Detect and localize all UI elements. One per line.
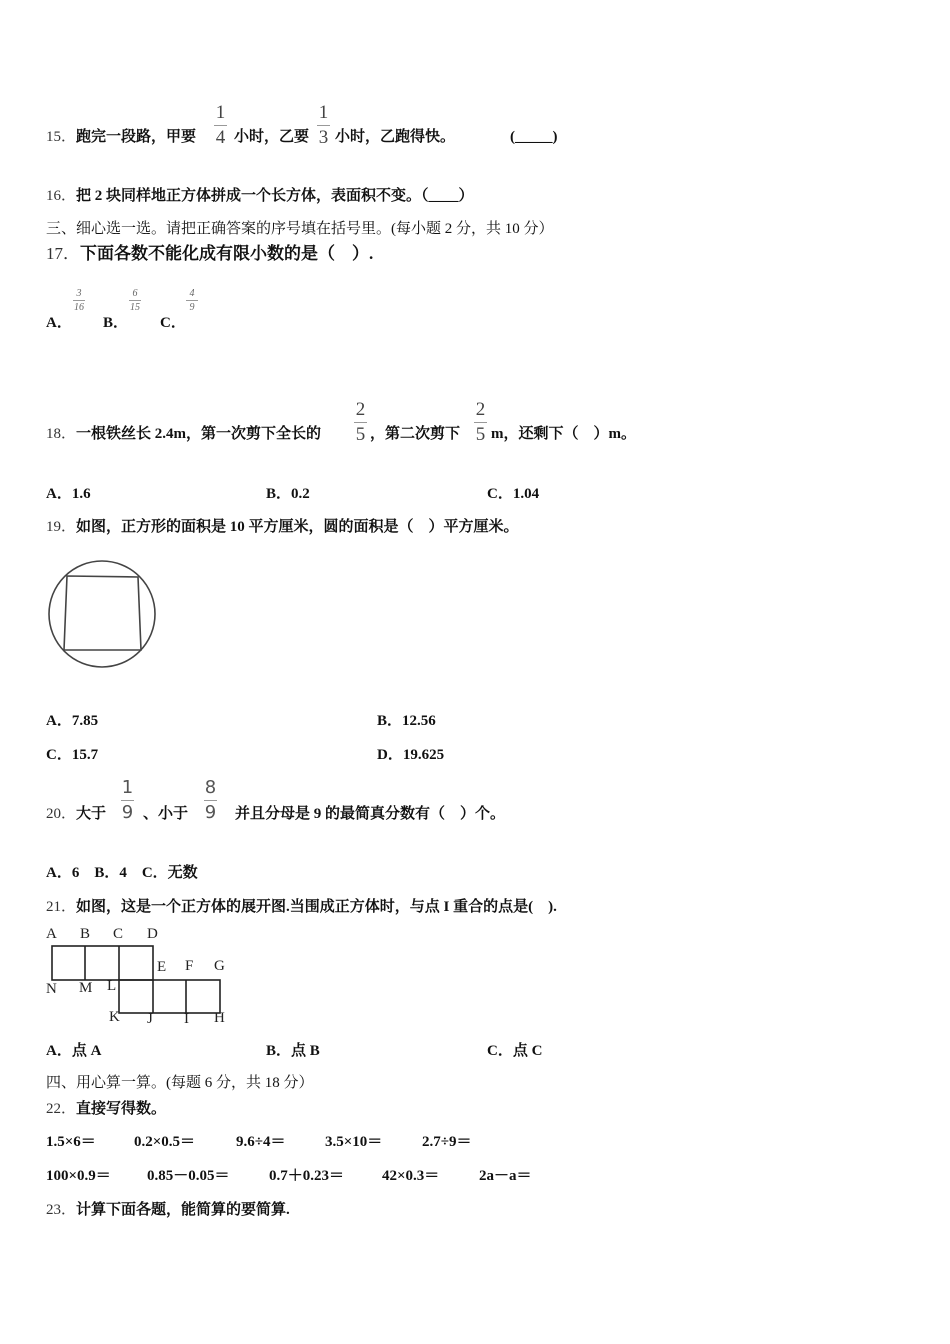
calc-item: 2.7÷9＝ (422, 1134, 472, 1150)
point-label: H (214, 1010, 225, 1026)
point-label: B (80, 926, 91, 942)
question-number: 20． (46, 806, 77, 822)
question-text: 直接写得数。 (76, 1101, 167, 1117)
point-label: M (79, 980, 93, 996)
denominator: 5 (355, 424, 366, 445)
denominator: 9 (204, 802, 217, 823)
question-22 (46, 1100, 166, 1118)
numerator: 8 (204, 777, 217, 798)
numerator: 4 (189, 288, 195, 299)
numerator: 2 (355, 399, 366, 420)
option-c[interactable]: C．点 C (487, 1043, 543, 1059)
point-label: E (157, 959, 167, 975)
circle-square-figure (45, 557, 160, 672)
fraction (73, 288, 85, 313)
fraction (186, 288, 198, 313)
question-23 (46, 1201, 290, 1219)
question-text: 小时，乙要 (234, 129, 310, 145)
point-label: F (185, 958, 194, 974)
section-4-heading: 四、用心算一算。(每题 6 分，共 18 分） (46, 1075, 314, 1091)
option-b[interactable]: B．0.2 (266, 486, 310, 502)
calc-item: 3.5×10＝ (325, 1134, 383, 1150)
calc-item: 1.5×6＝ (46, 1134, 96, 1150)
question-text: 跑完一段路，甲要 (76, 129, 197, 145)
question-number: 19． (46, 519, 77, 535)
fraction (129, 288, 141, 313)
denominator: 5 (475, 424, 486, 445)
question-18 (46, 425, 321, 443)
fraction (204, 778, 217, 823)
point-label: N (46, 981, 57, 997)
question-text: 把 2 块同样地正方体拼成一个长方体，表面积不变。（____） (76, 188, 474, 204)
option-d[interactable]: D．19.625 (377, 747, 445, 763)
fraction (121, 778, 134, 823)
fraction (474, 400, 487, 445)
options[interactable]: A．6 B．4 C．无数 (46, 865, 198, 881)
question-text: ，第二次剪下 (370, 426, 461, 442)
question-number: 23． (46, 1202, 77, 1218)
question-20 (46, 805, 106, 823)
point-label: G (214, 958, 225, 974)
question-text: m，还剩下（ ）m。 (491, 426, 636, 442)
option-c[interactable]: C． (160, 315, 186, 331)
calc-item: 42×0.3＝ (382, 1168, 440, 1184)
option-c[interactable]: C．1.04 (487, 486, 540, 502)
denominator: 9 (121, 802, 134, 823)
calc-item: 100×0.9＝ (46, 1168, 111, 1184)
question-text: 下面各数不能化成有限小数的是（ ）. (80, 244, 374, 263)
question-21 (46, 898, 557, 916)
question-text: 小时，乙跑得快。 (335, 129, 456, 145)
question-text: 如图，正方形的面积是 10 平方厘米，圆的面积是（ ）平方厘米。 (76, 519, 519, 535)
numerator: 1 (215, 102, 226, 123)
numerator: 3 (76, 288, 82, 299)
denominator: 9 (189, 302, 195, 313)
option-a[interactable]: A．点 A (46, 1043, 102, 1059)
question-text: 大于 (76, 806, 107, 822)
question-text: 如图，这是一个正方体的展开图.当围成正方体时，与点 I 重合的点是( ). (76, 899, 557, 915)
point-label: J (147, 1011, 153, 1027)
question-19 (46, 518, 519, 536)
question-number: 18． (46, 426, 77, 442)
denominator: 16 (74, 302, 84, 313)
point-label: D (147, 926, 158, 942)
option-c[interactable]: C．15.7 (46, 747, 99, 763)
numerator: 1 (318, 102, 329, 123)
denominator: 4 (215, 127, 226, 148)
question-number: 17． (46, 244, 80, 263)
denominator: 15 (130, 302, 140, 313)
calc-item: 0.85－0.05＝ (147, 1168, 230, 1184)
answer-blank[interactable]: (_____) (510, 129, 558, 145)
point-label: I (184, 1011, 189, 1027)
cube-net-figure (0, 940, 240, 1020)
calc-item: 2a－a＝ (479, 1168, 532, 1184)
option-b[interactable]: B． (103, 315, 129, 331)
question-number: 21． (46, 899, 77, 915)
calc-item: 0.2×0.5＝ (134, 1134, 196, 1150)
option-a[interactable]: A． (46, 315, 72, 331)
question-number: 15． (46, 129, 77, 145)
option-b[interactable]: B．点 B (266, 1043, 320, 1059)
fraction (214, 103, 227, 148)
point-label: A (46, 926, 57, 942)
point-label: C (113, 926, 124, 942)
calc-item: 0.7＋0.23＝ (269, 1168, 345, 1184)
question-text: 并且分母是 9 的最简真分数有（ ）个。 (235, 806, 506, 822)
option-b[interactable]: B．12.56 (377, 713, 436, 729)
option-a[interactable]: A．7.85 (46, 713, 99, 729)
question-number: 22． (46, 1101, 77, 1117)
denominator: 3 (318, 127, 329, 148)
point-label: L (107, 978, 117, 994)
question-text: 、小于 (143, 806, 189, 822)
fraction (354, 400, 367, 445)
square (64, 576, 141, 650)
section-3-heading: 三、细心选一选。请把正确答案的序号填在括号里。(每小题 2 分，共 10 分） (46, 221, 554, 237)
question-text: 计算下面各题，能简算的要简算. (76, 1202, 290, 1218)
point-label: K (109, 1009, 120, 1025)
fraction (317, 103, 330, 148)
numerator: 2 (475, 399, 486, 420)
question-17 (46, 245, 373, 263)
question-16 (46, 187, 474, 205)
question-number: 16． (46, 188, 77, 204)
question-text: 一根铁丝长 2.4m，第一次剪下全长的 (76, 426, 322, 442)
option-a[interactable]: A．1.6 (46, 486, 91, 502)
question-15 (46, 128, 196, 146)
numerator: 6 (132, 288, 138, 299)
numerator: 1 (121, 777, 134, 798)
calc-item: 9.6÷4＝ (236, 1134, 286, 1150)
